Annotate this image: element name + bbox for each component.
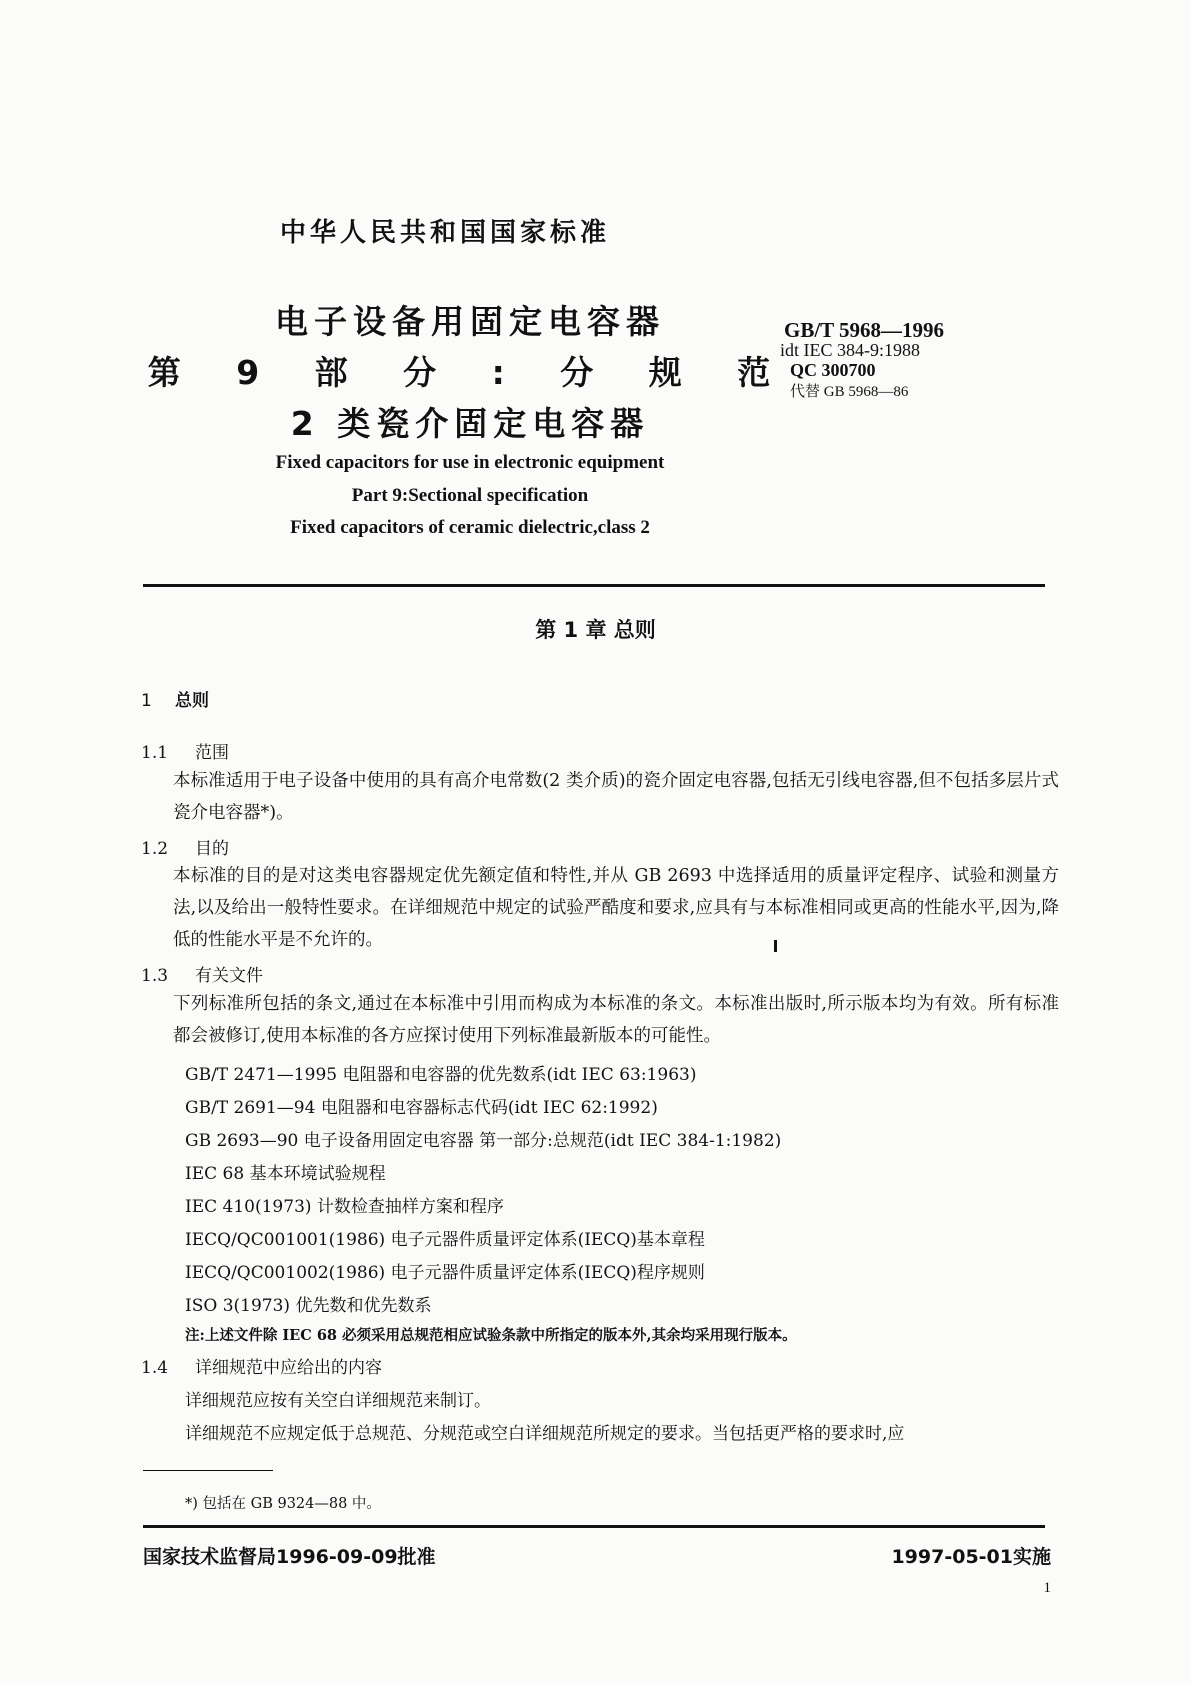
approval-line: 国家技术监督局1996-09-09批准 bbox=[143, 1546, 436, 1568]
replaces-number: 代替 GB 5968—86 bbox=[790, 384, 909, 400]
chapter-heading: 第 1 章 总则 bbox=[535, 618, 656, 642]
reference-item: ISO 3(1973) 优先数和优先数系 bbox=[185, 1296, 432, 1316]
section-1-3-heading bbox=[141, 961, 263, 986]
section-number: 1.3 bbox=[141, 966, 169, 986]
section-title: 有关文件 bbox=[195, 966, 263, 986]
section-title: 详细规范中应给出的内容 bbox=[195, 1358, 382, 1378]
national-standard-heading: 中华人民共和国国家标准 bbox=[280, 218, 611, 248]
section-number: 1.4 bbox=[141, 1358, 169, 1378]
scope-paragraph: 本标准适用于电子设备中使用的具有高介电常数(2 类介质)的瓷介固定电容器,包括无引线电容器,但不包括多层片式瓷介电容器*)。 bbox=[173, 771, 1059, 823]
reference-item: GB/T 2691—94 电阻器和电容器标志代码(idt IEC 62:1992) bbox=[185, 1098, 658, 1118]
references-note: 注:上述文件除 IEC 68 必须采用总规范相应试验条款中所指定的版本外,其余均采用现行版本。 bbox=[185, 1327, 797, 1344]
section-number: 1 bbox=[141, 691, 152, 711]
detail-spec-paragraph-2: 详细规范不应规定低于总规范、分规范或空白详细规范所规定的要求。当包括更严格的要求时,应 bbox=[185, 1424, 905, 1444]
stray-mark bbox=[774, 940, 777, 952]
reference-item: IEC 68 基本环境试验规程 bbox=[185, 1164, 386, 1184]
reference-item: IECQ/QC001001(1986) 电子元器件质量评定体系(IECQ)基本章程 bbox=[185, 1230, 705, 1250]
effective-date: 1997-05-01实施 bbox=[891, 1546, 1051, 1568]
related-documents-paragraph: 下列标准所包括的条文,通过在本标准中引用而构成为本标准的条文。本标准出版时,所示版本均为有效。所有标准都会被修订,使用本标准的各方应探讨使用下列标准最新版本的可能性。 bbox=[173, 994, 1059, 1046]
section-title: 范围 bbox=[195, 743, 229, 763]
section-number: 1.2 bbox=[141, 839, 169, 859]
section-title: 总则 bbox=[175, 691, 209, 711]
section-title: 目的 bbox=[195, 839, 229, 859]
standard-number: GB/T 5968—1996 bbox=[784, 318, 945, 342]
title-cn-line-1: 电子设备用固定电容器 bbox=[275, 302, 665, 341]
title-en-line-2: Part 9:Sectional specification bbox=[351, 485, 589, 506]
section-1-4-heading bbox=[141, 1353, 382, 1378]
reference-item: GB 2693—90 电子设备用固定电容器 第一部分:总规范(idt IEC 384-1:1982) bbox=[185, 1131, 782, 1151]
footer-divider bbox=[143, 1525, 1045, 1528]
section-number: 1.1 bbox=[141, 743, 169, 763]
footnote: *) 包括在 GB 9324—88 中。 bbox=[185, 1496, 381, 1512]
title-en-line-3: Fixed capacitors of ceramic dielectric,class 2 bbox=[290, 517, 650, 538]
title-cn-line-3: 2 类瓷介固定电容器 bbox=[290, 404, 650, 443]
reference-item: IEC 410(1973) 计数检查抽样方案和程序 bbox=[185, 1197, 504, 1217]
reference-item: IECQ/QC001002(1986) 电子元器件质量评定体系(IECQ)程序规则 bbox=[185, 1263, 705, 1283]
section-1-1-heading bbox=[141, 738, 229, 763]
title-en-line-1: Fixed capacitors for use in electronic equipment bbox=[275, 452, 665, 473]
reference-item: GB/T 2471—1995 电阻器和电容器的优先数系(idt IEC 63:1963) bbox=[185, 1065, 697, 1085]
section-1-2-heading bbox=[141, 834, 229, 859]
detail-spec-paragraph-1: 详细规范应按有关空白详细规范来制订。 bbox=[185, 1391, 491, 1411]
title-cn-line-2: 第 9 部 分 : 分 规 范 bbox=[147, 353, 793, 392]
header-divider bbox=[143, 584, 1045, 587]
page-number: 1 bbox=[1043, 1580, 1051, 1596]
qc-number: QC 300700 bbox=[790, 360, 876, 380]
footnote-divider bbox=[143, 1470, 273, 1471]
idt-number: idt IEC 384-9:1988 bbox=[780, 340, 920, 360]
section-1-heading bbox=[141, 686, 209, 711]
purpose-paragraph: 本标准的目的是对这类电容器规定优先额定值和特性,并从 GB 2693 中选择适用的质量评定程序、试验和测量方法,以及给出一般特性要求。在详细规范中规定的试验严酷度和要求,应具有与本标准相同或更高的性能水平,因为,降低的性能水平是不允许的。 bbox=[173, 866, 1059, 950]
